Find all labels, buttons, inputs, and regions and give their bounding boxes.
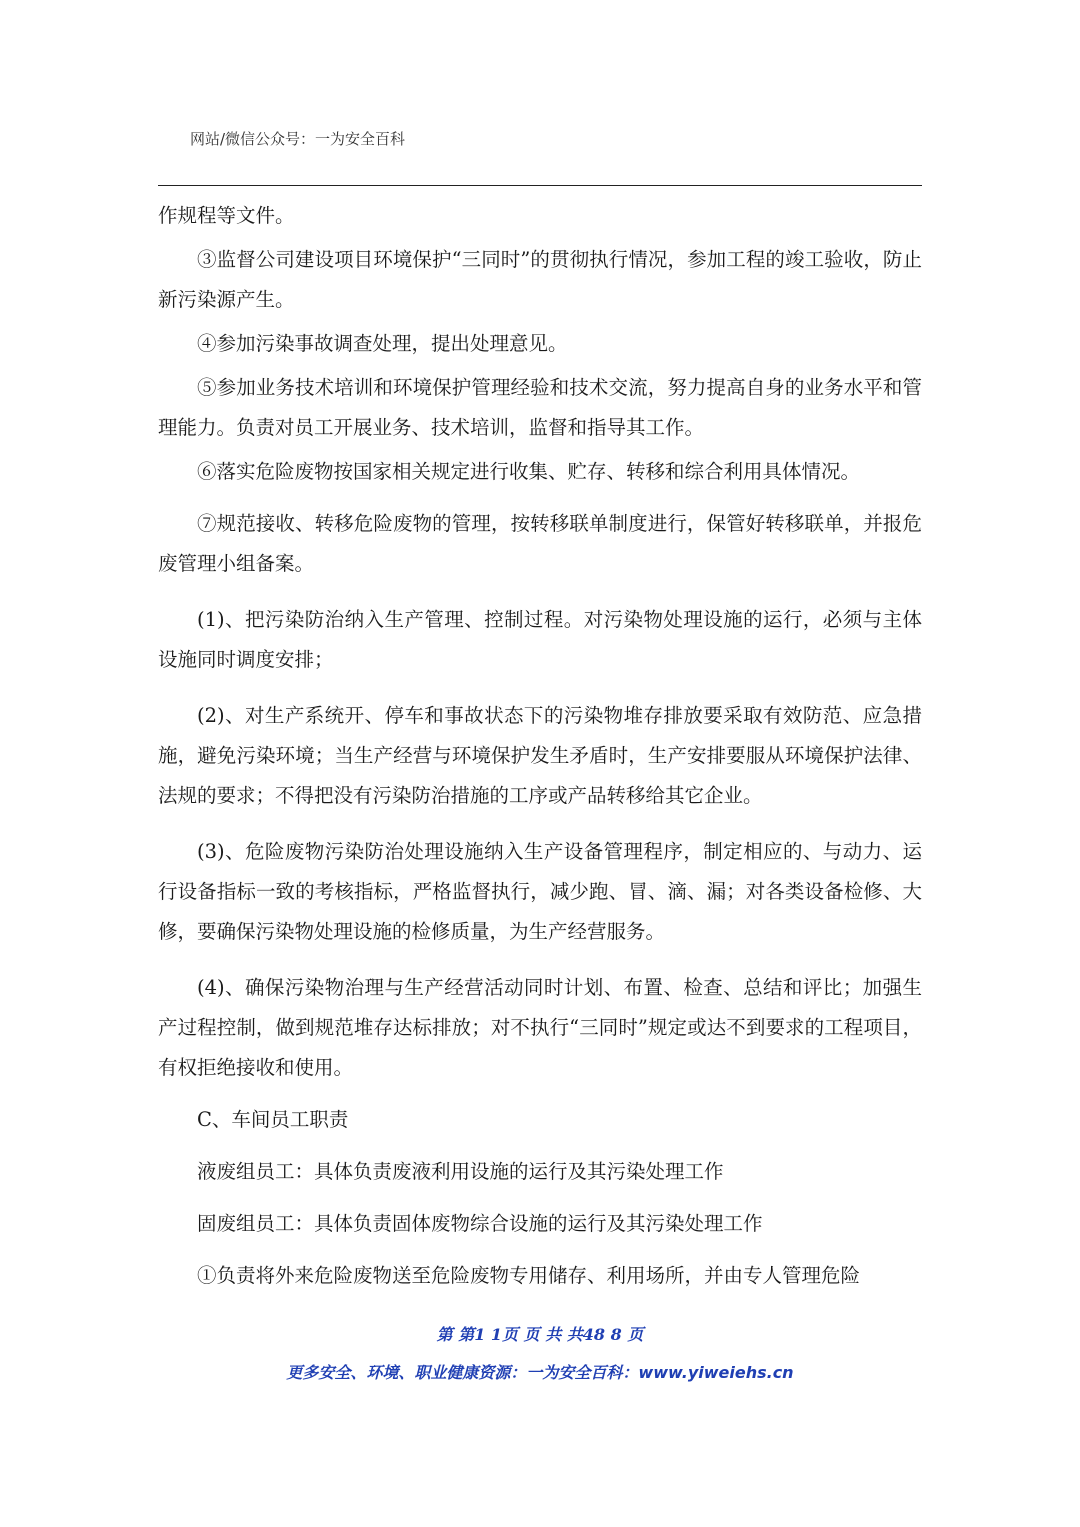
page-number: 第 第1 1页 页 共 共48 8 页	[436, 1325, 644, 1344]
paragraph-item-3: ③监督公司建设项目环境保护“三同时”的贯彻执行情况，参加工程的竣工验收，防止新污染源产生。	[158, 248, 922, 311]
paragraph-item-7: ⑦规范接收、转移危险废物的管理，按转移联单制度进行，保管好转移联单，并报危废管理小组备案。	[158, 512, 922, 575]
paragraph-item-6: ⑥落实危险废物按国家相关规定进行收集、贮存、转移和综合利用具体情况。	[197, 460, 861, 483]
paragraph-clause-4: (4)、确保污染物治理与生产经营活动同时计划、布置、检查、总结和评比；加强生产过程控制，做到规范堆存达标排放；对不执行“三同时”规定或达不到要求的工程项目，有权拒绝接收和使用。	[158, 976, 922, 1079]
section-heading-c: C、车间员工职责	[197, 1108, 349, 1131]
paragraph-item-1: ①负责将外来危险废物送至危险废物专用储存、利用场所，并由专人管理危险	[197, 1264, 861, 1287]
paragraph-clause-3: (3)、危险废物污染防治处理设施纳入生产设备管理程序，制定相应的、与动力、运行设备指标一致的考核指标，严格监督执行，减少跑、冒、滴、漏；对各类设备检修、大修，要确保污染物处理设施的检修质量，为生产经营服务。	[158, 840, 922, 943]
footer-resources-link: 更多安全、环境、职业健康资源：一为安全百科：www.yiweiehs.cn	[286, 1363, 794, 1382]
paragraph-liquid-waste-staff: 液废组员工：具体负责废液利用设施的运行及其污染处理工作	[197, 1160, 724, 1183]
paragraph-solid-waste-staff: 固废组员工：具体负责固体废物综合设施的运行及其污染处理工作	[197, 1212, 763, 1235]
paragraph-clause-1: (1)、把污染防治纳入生产管理、控制过程。对污染物处理设施的运行，必须与主体设施同时调度安排；	[158, 608, 922, 671]
header-divider	[158, 185, 922, 186]
paragraph-item-4: ④参加污染事故调查处理，提出处理意见。	[197, 332, 568, 355]
document-body	[158, 196, 922, 1296]
header-source-text: 网站/微信公众号：一为安全百科	[190, 130, 406, 148]
paragraph-continuation: 作规程等文件。	[158, 204, 295, 227]
paragraph-item-5: ⑤参加业务技术培训和环境保护管理经验和技术交流，努力提高自身的业务水平和管理能力。负责对员工开展业务、技术培训，监督和指导其工作。	[158, 376, 922, 439]
paragraph-clause-2: (2)、对生产系统开、停车和事故状态下的污染物堆存排放要采取有效防范、应急措施，避免污染环境；当生产经营与环境保护发生矛盾时，生产安排要服从环境保护法律、法规的要求；不得把没有污染防治措施的工序或产品转移给其它企业。	[158, 704, 922, 807]
